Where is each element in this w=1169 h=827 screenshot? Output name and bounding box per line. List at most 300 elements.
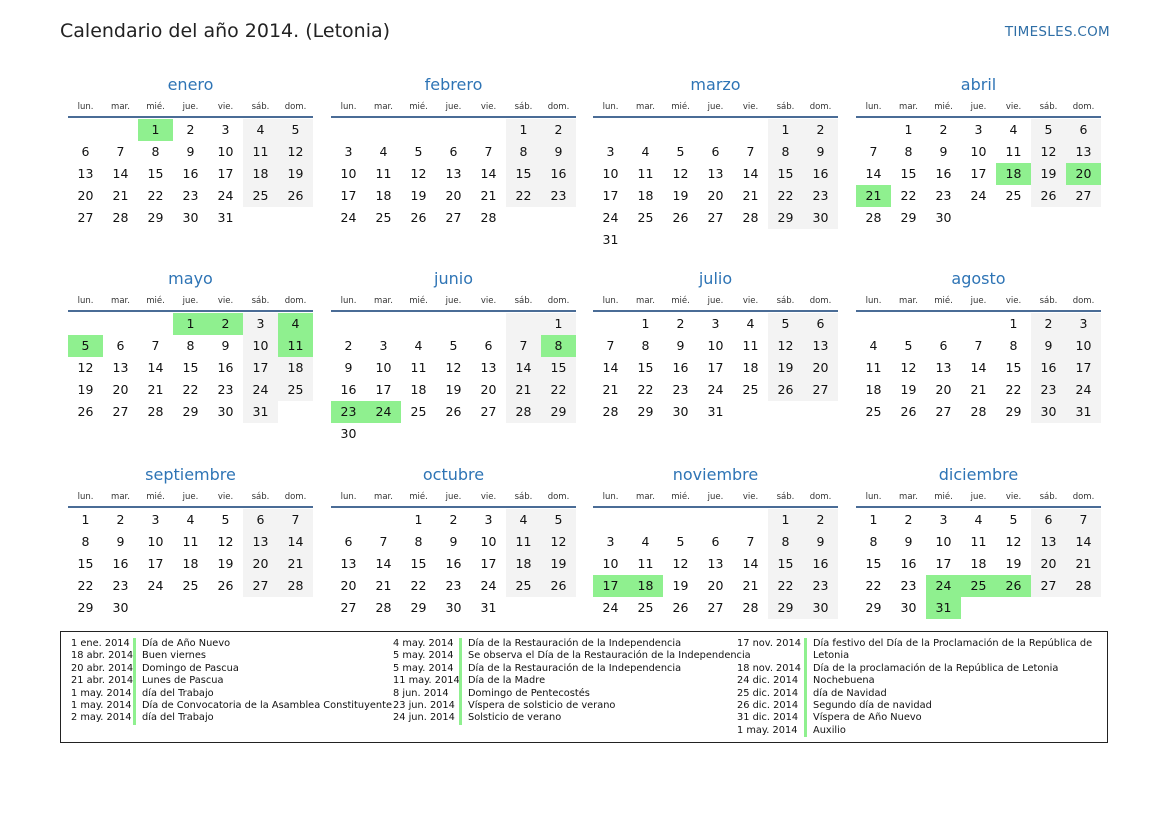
legend-date: 24 dic. 2014 [737, 675, 799, 687]
weekday-label: dom. [547, 102, 570, 112]
day-cell: 16 [112, 556, 129, 571]
empty-cell [366, 119, 401, 141]
weekday-label: vie. [1005, 296, 1022, 306]
day-cell: 17 [375, 382, 392, 397]
day-cell: 4 [974, 512, 983, 527]
day-cell: 4 [414, 338, 423, 353]
weekday-label: mar. [636, 492, 655, 502]
day-cell: 3 [974, 122, 983, 137]
empty-cell [331, 119, 366, 141]
day-cell: 4 [186, 512, 195, 527]
day-cell: 23 [541, 185, 576, 207]
legend-date: 21 abr. 2014 [71, 675, 134, 687]
day-cell: 20 [803, 357, 838, 379]
weekday-label: jue. [970, 296, 987, 306]
day-cell: 4 [506, 509, 541, 531]
day-cell: 5 [676, 144, 685, 159]
day-cell: 12 [900, 360, 917, 375]
weekday-header [68, 98, 313, 116]
day-cell: 18 [637, 188, 654, 203]
weekday-label: jue. [182, 296, 199, 306]
day-cell: 15 [768, 163, 803, 185]
legend-date: 26 dic. 2014 [737, 700, 799, 712]
day-cell: 3 [606, 144, 615, 159]
day-cell: 2 [939, 122, 948, 137]
day-cell: 10 [935, 534, 952, 549]
empty-cell [401, 119, 436, 141]
day-cell: 7 [1066, 509, 1101, 531]
day-cell: 14 [278, 531, 313, 553]
weekday-label: dom. [809, 492, 832, 502]
day-cell: 9 [803, 531, 838, 553]
day-cell: 15 [637, 360, 654, 375]
empty-cell [68, 313, 103, 335]
day-cell: 6 [803, 313, 838, 335]
day-cell: 26 [768, 379, 803, 401]
day-cell: 17 [970, 166, 987, 181]
day-cell: 22 [541, 379, 576, 401]
weekday-label: sáb. [1039, 296, 1058, 306]
day-cell: 8 [1009, 338, 1018, 353]
empty-cell [593, 313, 628, 335]
day-cell: 30 [672, 404, 689, 419]
day-cell: 17 [147, 556, 164, 571]
day-cell: 23 [935, 188, 952, 203]
day-cell: 16 [803, 163, 838, 185]
day-cell: 30 [112, 600, 129, 615]
legend-item [737, 663, 1092, 675]
day-cell: 16 [182, 166, 199, 181]
weekday-header [856, 488, 1101, 506]
weekday-label: mar. [899, 492, 918, 502]
weekday-header [331, 98, 576, 116]
day-cell: 2 [541, 119, 576, 141]
legend-item [71, 712, 392, 724]
day-cell: 15 [506, 163, 541, 185]
day-cell: 19 [1031, 163, 1066, 185]
legend-holiday-name: Solsticio de verano [459, 712, 561, 724]
day-grid [593, 313, 838, 423]
day-cell: 31 [1066, 401, 1101, 423]
legend-item [393, 688, 751, 700]
month-mayo [68, 266, 313, 423]
month-divider [856, 116, 1101, 118]
weekday-header [593, 98, 838, 116]
day-cell: 25 [865, 404, 882, 419]
weekday-label: jue. [707, 492, 724, 502]
day-cell: 18 [182, 556, 199, 571]
legend-date: 23 jun. 2014 [393, 700, 455, 712]
legend-item [71, 650, 392, 662]
day-cell: 5 [278, 119, 313, 141]
holiday-day-cell: 5 [68, 335, 103, 357]
day-cell: 10 [1066, 335, 1101, 357]
day-cell: 30 [340, 426, 357, 441]
day-cell: 3 [379, 338, 388, 353]
day-cell: 23 [672, 382, 689, 397]
day-cell: 28 [970, 404, 987, 419]
day-cell: 28 [506, 401, 541, 423]
weekday-label: jue. [445, 102, 462, 112]
empty-cell [663, 119, 698, 141]
day-cell: 27 [340, 600, 357, 615]
weekday-header [68, 488, 313, 506]
day-cell: 29 [637, 404, 654, 419]
day-cell: 16 [803, 553, 838, 575]
day-cell: 7 [151, 338, 160, 353]
day-cell: 6 [1031, 509, 1066, 531]
weekday-label: dom. [1072, 296, 1095, 306]
empty-cell [471, 119, 506, 141]
holiday-day-cell: 24 [926, 575, 961, 597]
legend-holiday-name: día de Navidad [804, 688, 887, 700]
day-cell: 25 [375, 210, 392, 225]
day-cell: 16 [1031, 357, 1066, 379]
day-cell: 4 [641, 534, 650, 549]
legend-holiday-name: Domingo de Pascua [133, 663, 239, 675]
day-cell: 19 [900, 382, 917, 397]
day-grid [856, 119, 1101, 229]
day-cell: 20 [445, 188, 462, 203]
weekday-label: jue. [707, 296, 724, 306]
holiday-day-cell: 17 [593, 575, 628, 597]
weekday-header [331, 292, 576, 310]
weekday-label: vie. [480, 102, 497, 112]
day-cell: 17 [243, 357, 278, 379]
day-cell: 10 [340, 166, 357, 181]
month-name: diciembre [938, 465, 1019, 484]
day-cell: 27 [112, 404, 129, 419]
day-cell: 5 [541, 509, 576, 531]
empty-cell [961, 313, 996, 335]
legend-date [737, 650, 804, 662]
day-cell: 24 [602, 600, 619, 615]
holiday-day-cell: 4 [278, 313, 313, 335]
day-cell: 23 [182, 188, 199, 203]
day-grid [593, 509, 838, 619]
day-cell: 29 [410, 600, 427, 615]
empty-cell [103, 313, 138, 335]
day-cell: 5 [768, 313, 803, 335]
day-cell: 26 [541, 575, 576, 597]
legend-holiday-name: Día de Año Nuevo [133, 638, 230, 650]
day-cell: 26 [900, 404, 917, 419]
legend-date: 5 may. 2014 [393, 662, 454, 674]
weekday-header [593, 488, 838, 506]
empty-cell [698, 119, 733, 141]
day-cell: 23 [112, 578, 129, 593]
day-cell: 11 [637, 166, 654, 181]
day-cell: 1 [414, 512, 423, 527]
day-cell: 29 [768, 207, 803, 229]
day-cell: 12 [1005, 534, 1022, 549]
month-abril [856, 72, 1101, 229]
weekday-label: mié. [671, 492, 690, 502]
legend-date: 1 ene. 2014 [71, 638, 130, 649]
legend-holiday-name: Día festivo del Día de la Proclamación de la República de [804, 638, 1092, 650]
day-cell: 7 [484, 144, 493, 159]
day-cell: 28 [480, 210, 497, 225]
month-name: agosto [951, 269, 1006, 288]
day-cell: 11 [410, 360, 427, 375]
day-cell: 25 [742, 382, 759, 397]
empty-cell [436, 119, 471, 141]
day-cell: 30 [900, 600, 917, 615]
month-divider [593, 116, 838, 118]
weekday-label: mié. [146, 296, 165, 306]
day-cell: 25 [637, 600, 654, 615]
day-cell: 29 [865, 600, 882, 615]
legend-holiday-name: día del Trabajo [133, 712, 214, 724]
month-name: enero [167, 75, 214, 94]
day-cell: 12 [672, 556, 689, 571]
legend-holiday-name: Día de la proclamación de la República de Letonia [804, 663, 1058, 675]
day-cell: 22 [410, 578, 427, 593]
day-cell: 7 [379, 534, 388, 549]
day-cell: 4 [641, 144, 650, 159]
day-cell: 5 [1009, 512, 1018, 527]
weekday-header [68, 292, 313, 310]
month-julio [593, 266, 838, 423]
empty-cell [68, 119, 103, 141]
day-cell: 24 [147, 578, 164, 593]
day-cell: 9 [904, 534, 913, 549]
day-cell: 8 [506, 141, 541, 163]
day-cell: 12 [672, 166, 689, 181]
page-title: Calendario del año 2014. (Letonia) [60, 20, 391, 42]
weekday-label: mié. [146, 492, 165, 502]
day-cell: 20 [243, 553, 278, 575]
weekday-label: mié. [934, 102, 953, 112]
weekday-label: vie. [1005, 492, 1022, 502]
holiday-day-cell: 31 [926, 597, 961, 619]
month-name: junio [434, 269, 473, 288]
day-cell: 7 [869, 144, 878, 159]
day-cell: 27 [1031, 575, 1066, 597]
day-cell: 3 [711, 316, 720, 331]
legend-date: 8 jun. 2014 [393, 687, 449, 699]
holiday-day-cell: 1 [173, 313, 208, 335]
weekday-label: mar. [636, 102, 655, 112]
day-cell: 27 [803, 379, 838, 401]
weekday-label: dom. [1072, 492, 1095, 502]
weekday-label: jue. [182, 492, 199, 502]
legend-column-2 [393, 638, 751, 725]
day-cell: 22 [77, 578, 94, 593]
day-cell: 3 [1066, 313, 1101, 335]
day-cell: 10 [147, 534, 164, 549]
day-cell: 17 [935, 556, 952, 571]
day-cell: 6 [243, 509, 278, 531]
legend-holiday-name: Víspera de solsticio de verano [459, 700, 615, 712]
weekday-label: mié. [409, 102, 428, 112]
day-cell: 2 [676, 316, 685, 331]
day-cell: 19 [672, 578, 689, 593]
weekday-label: vie. [480, 296, 497, 306]
weekday-label: mié. [409, 492, 428, 502]
day-cell: 10 [602, 556, 619, 571]
legend-item [737, 650, 1092, 662]
legend-holiday-name: día del Trabajo [133, 688, 214, 700]
weekday-label: sáb. [1039, 102, 1058, 112]
day-cell: 24 [243, 379, 278, 401]
day-cell: 27 [1066, 185, 1101, 207]
day-cell: 11 [742, 338, 759, 353]
day-cell: 16 [217, 360, 234, 375]
day-cell: 14 [742, 166, 759, 181]
day-cell: 11 [970, 534, 987, 549]
day-cell: 28 [278, 575, 313, 597]
weekday-label: sáb. [1039, 492, 1058, 502]
weekday-label: dom. [809, 102, 832, 112]
day-cell: 28 [147, 404, 164, 419]
day-cell: 22 [147, 188, 164, 203]
empty-cell [628, 119, 663, 141]
day-grid [331, 313, 576, 445]
day-cell: 19 [410, 188, 427, 203]
day-cell: 4 [243, 119, 278, 141]
month-junio [331, 266, 576, 445]
day-cell: 14 [147, 360, 164, 375]
weekday-label: dom. [284, 492, 307, 502]
month-divider [68, 506, 313, 508]
day-cell: 26 [672, 210, 689, 225]
day-cell: 7 [278, 509, 313, 531]
day-cell: 9 [803, 141, 838, 163]
day-cell: 5 [676, 534, 685, 549]
day-cell: 27 [935, 404, 952, 419]
day-cell: 3 [151, 512, 160, 527]
day-cell: 2 [116, 512, 125, 527]
day-cell: 17 [480, 556, 497, 571]
day-cell: 27 [77, 210, 94, 225]
day-grid [331, 509, 576, 619]
day-cell: 13 [243, 531, 278, 553]
empty-cell [891, 313, 926, 335]
day-cell: 9 [116, 534, 125, 549]
day-cell: 7 [746, 534, 755, 549]
weekday-label: dom. [284, 296, 307, 306]
day-cell: 1 [768, 509, 803, 531]
empty-cell [733, 119, 768, 141]
empty-cell [138, 313, 173, 335]
day-cell: 26 [278, 185, 313, 207]
day-cell: 12 [278, 141, 313, 163]
day-cell: 29 [541, 401, 576, 423]
weekday-label: mié. [409, 296, 428, 306]
day-cell: 10 [970, 144, 987, 159]
month-divider [856, 506, 1101, 508]
legend-holiday-name: Día de Convocatoria de la Asamblea Constituyente [133, 700, 392, 712]
holiday-day-cell: 26 [996, 575, 1031, 597]
day-cell: 1 [541, 313, 576, 335]
legend-column-1 [71, 638, 392, 725]
month-name: septiembre [145, 465, 236, 484]
day-cell: 3 [939, 512, 948, 527]
day-cell: 5 [449, 338, 458, 353]
day-cell: 22 [768, 185, 803, 207]
weekday-header [331, 488, 576, 506]
legend-date: 4 may. 2014 [393, 638, 454, 649]
month-name: julio [698, 269, 733, 288]
day-cell: 9 [344, 360, 353, 375]
day-cell: 31 [243, 401, 278, 423]
day-cell: 9 [676, 338, 685, 353]
day-cell: 24 [602, 210, 619, 225]
day-cell: 14 [865, 166, 882, 181]
day-cell: 30 [217, 404, 234, 419]
weekday-label: sáb. [514, 296, 533, 306]
legend-date: 31 dic. 2014 [737, 712, 799, 724]
day-cell: 7 [116, 144, 125, 159]
day-cell: 15 [900, 166, 917, 181]
day-cell: 23 [803, 575, 838, 597]
weekday-label: mar. [111, 296, 130, 306]
day-cell: 9 [186, 144, 195, 159]
weekday-label: vie. [1005, 102, 1022, 112]
day-cell: 2 [803, 509, 838, 531]
empty-cell [593, 509, 628, 531]
day-cell: 17 [217, 166, 234, 181]
day-cell: 3 [484, 512, 493, 527]
weekday-header [856, 292, 1101, 310]
day-cell: 19 [1005, 556, 1022, 571]
empty-cell [593, 119, 628, 141]
day-cell: 12 [410, 166, 427, 181]
brand-link[interactable]: TIMESLES.COM [1004, 24, 1110, 40]
day-cell: 30 [803, 597, 838, 619]
day-cell: 21 [970, 382, 987, 397]
legend-date: 2 may. 2014 [71, 712, 132, 724]
day-cell: 11 [243, 141, 278, 163]
day-cell: 25 [410, 404, 427, 419]
day-cell: 31 [602, 232, 619, 247]
weekday-label: jue. [970, 492, 987, 502]
empty-cell [698, 509, 733, 531]
legend-item [393, 675, 751, 687]
day-cell: 14 [970, 360, 987, 375]
empty-cell [506, 313, 541, 335]
weekday-label: lun. [77, 102, 94, 112]
day-cell: 16 [541, 163, 576, 185]
month-divider [593, 310, 838, 312]
weekday-label: vie. [742, 296, 759, 306]
empty-cell [856, 313, 891, 335]
day-cell: 20 [340, 578, 357, 593]
day-cell: 6 [711, 534, 720, 549]
legend-holiday-name: Lunes de Pascua [133, 675, 223, 687]
day-cell: 20 [707, 188, 724, 203]
month-divider [331, 116, 576, 118]
day-cell: 22 [900, 188, 917, 203]
day-cell: 8 [81, 534, 90, 549]
day-cell: 8 [641, 338, 650, 353]
legend-date: 11 may. 2014 [393, 675, 460, 687]
day-cell: 10 [217, 144, 234, 159]
weekday-label: dom. [547, 492, 570, 502]
day-cell: 17 [602, 188, 619, 203]
empty-cell [856, 119, 891, 141]
legend-date: 1 may. 2014 [71, 687, 132, 699]
weekday-label: dom. [1072, 102, 1095, 112]
day-cell: 6 [449, 144, 458, 159]
day-cell: 14 [1066, 531, 1101, 553]
day-cell: 4 [746, 316, 755, 331]
holiday-day-cell: 24 [366, 401, 401, 423]
holiday-day-cell: 18 [996, 163, 1031, 185]
legend-item [71, 700, 392, 712]
day-cell: 7 [974, 338, 983, 353]
